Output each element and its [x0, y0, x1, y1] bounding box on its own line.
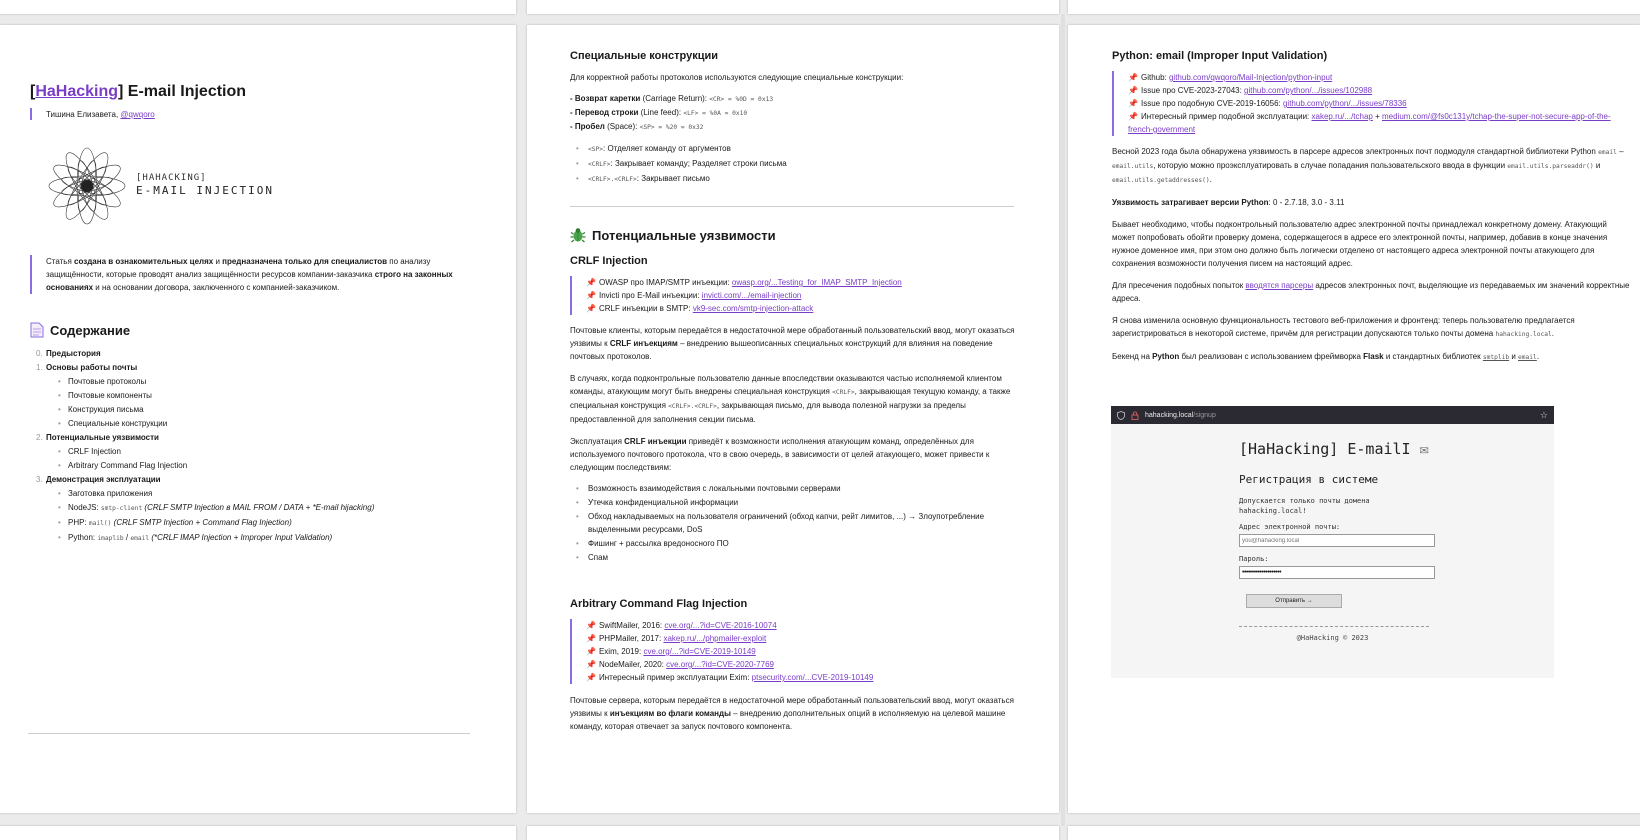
- envelope-icon: ✉: [1419, 440, 1429, 458]
- python-paragraph-5: Бекенд на Python был реализован с использованием фреймворка Flask и стандартных библиотек smtplib и email.: [1112, 352, 1540, 361]
- acfi-refs: [570, 619, 1016, 684]
- lock-icon: [1131, 411, 1139, 420]
- acfi-paragraph: Почтовые сервера, которым передаётся в недостаточной мере обработанный пользовательский ввод, могут оказаться уязвимы к инъекциям во флаги команды – внедрению дополнительных опций в исполняемую на целевой машине команду, которая отвечает за запуск почтового компонента.: [570, 696, 1014, 731]
- toc-subitem[interactable]: • Заготовка приложения: [36, 487, 496, 501]
- special-sp: - Пробел (Space): <SP> = %20 = 0x32: [570, 122, 704, 131]
- url-path[interactable]: /signup: [1193, 411, 1216, 419]
- ref-item: 📌 Issue про подобную CVE-2019-16056: github.com/python/.../issues/78336: [1128, 99, 1407, 108]
- document-page-2: [527, 25, 1059, 813]
- list-item: • Утечка конфиденциальной информации: [570, 496, 1016, 509]
- toc-subitem[interactable]: • PHP: mail() (CRLF SMTP Injection + Command Flag Injection): [36, 516, 496, 531]
- list-item: • Возможность взаимодействия с локальными почтовыми серверами: [570, 482, 1016, 495]
- special-lf: - Перевод строки (Line feed): <LF> = %0A = 0x10: [570, 108, 748, 117]
- toc-subitem[interactable]: • Python: imaplib / email (*CRLF IMAP Injection + Improper Input Validation): [36, 531, 496, 546]
- toc-item[interactable]: 0. Предыстория: [36, 349, 101, 358]
- browser-address-bar: [1111, 406, 1554, 424]
- toc-subitem[interactable]: • Почтовые протоколы: [36, 375, 496, 389]
- ref-link[interactable]: github.com/qwqoro/Mail-Injection/python-input: [1168, 73, 1333, 82]
- bug-icon: [570, 227, 586, 243]
- section-heading-vulns: Потенциальные уязвимости: [592, 227, 776, 243]
- document-icon: [30, 322, 44, 338]
- pushpin-icon: 📌: [586, 673, 596, 682]
- list-item: • Фишинг + рассылка вредоносного ПО: [570, 537, 1016, 550]
- ref-link[interactable]: vk9-sec.com/smtp-injection-attack: [692, 304, 814, 313]
- acfi-heading: Arbitrary Command Flag Injection: [570, 598, 748, 610]
- list-item: • Спам: [570, 551, 1016, 564]
- ref-item: 📌 Exim, 2019: cve.org/...?id=CVE-2019-10149: [586, 647, 756, 656]
- article-title: [HaHacking] E-mail Injection: [30, 83, 247, 100]
- special-list: [570, 142, 1020, 186]
- python-heading: Python: email (Improper Input Validation): [1112, 50, 1328, 62]
- special-intro: Для корректной работы протоколов используются следующие специальные конструкции:: [570, 73, 904, 82]
- pushpin-icon: 📌: [1128, 73, 1138, 82]
- list-item: • <CRLF>.<CRLF>: Закрывает письмо: [570, 172, 1020, 186]
- signup-screenshot: [1111, 406, 1554, 678]
- toc-item[interactable]: 3. Демонстрация эксплуатации: [36, 475, 161, 484]
- password-input[interactable]: ••••••••••••••••••••: [1239, 566, 1435, 579]
- affected-versions: Уязвимость затрагивает версии Python: 0 - 2.7.18, 3.0 - 3.11: [1112, 198, 1345, 207]
- ref-link[interactable]: owasp.org/...Testing_for_IMAP_SMTP_Injection: [731, 278, 902, 287]
- password-label: Пароль:: [1239, 555, 1269, 563]
- ref-link[interactable]: invicti.com/.../email-injection: [701, 291, 802, 300]
- crlf-paragraph-1: Почтовые клиенты, которым передаётся в недостаточной мере обработанный пользовательский ввод, могут оказаться уязвимы к CRLF инъекциям – внедрению вышеописанных специальных конструкций для влияния на поведение почтовых протоколов.: [570, 326, 1015, 361]
- crlf-paragraph-3: Эксплуатация CRLF инъекции приведёт к возможности исполнения атакующим команд, определённых для используемого почтового протокола, что в свою очередь, в зависимости от целей атакующего, может привести к следующим последствиям:: [570, 437, 990, 472]
- toc-subitem[interactable]: • Почтовые компоненты: [36, 389, 496, 403]
- list-item: • <SP>: Отделяет команду от аргументов: [570, 142, 1020, 156]
- pushpin-icon: 📌: [586, 634, 596, 643]
- scrollbar[interactable]: [1061, 14, 1065, 826]
- signup-subtitle: Регистрация в системе: [1239, 473, 1379, 486]
- ref-item: 📌 Интересный пример подобной эксплуатации: xakep.ru/.../tchap + medium.com/@fs0c131y/tchap-the-super-not-secure-app-of-the-french-government: [1128, 112, 1611, 134]
- disclaimer: Статья создана в ознакомительных целях и предназначена только для специалистов по анализу защищённости, которые проводят анализ защищённости ресурсов компании-заказчика строго на законных основаниях и на основании договора, заключенного с компанией-заказчиком.: [46, 257, 453, 292]
- pushpin-icon: 📌: [586, 304, 596, 313]
- python-paragraph-1: Весной 2023 года была обнаружена уязвимость в парсере адресов электронных почт подмодуля стандартной библиотеки Python email – email.utils, которую можно проэксплуатировать в случае попадания пользовательского ввода в функции email.utils.parseaddr() и email.utils.getaddresses().: [1112, 147, 1624, 184]
- ref-link[interactable]: cve.org/...?id=CVE-2020-7769: [666, 660, 774, 669]
- ref-link[interactable]: github.com/python/.../issues/78336: [1282, 99, 1407, 108]
- ref-item: 📌 OWASP про IMAP/SMTP инъекции: owasp.org/...Testing_for_IMAP_SMTP_Injection: [586, 278, 902, 287]
- pushpin-icon: 📌: [586, 291, 596, 300]
- toc-item[interactable]: 1. Основы работы почты: [36, 363, 138, 372]
- document-page-3: [1068, 25, 1640, 813]
- toc-subitem[interactable]: • NodeJS: smtp-client (CRLF SMTP Injection в MAIL FROM / DATA + *E-mail hijacking): [36, 501, 496, 516]
- list-item: • Обход накладываемых на пользователя ограничений (обход капчи, рейт лимитов, ...) → Злоупотребление выделенными ресурсами, DoS: [570, 510, 1016, 536]
- pushpin-icon: 📌: [586, 278, 596, 287]
- smtplib-link[interactable]: smtplib: [1482, 354, 1510, 361]
- star-icon[interactable]: ☆: [1539, 409, 1548, 420]
- divider: [570, 206, 1014, 207]
- ref-item: 📌 CRLF инъекции в SMTP: vk9-sec.com/smtp-injection-attack: [586, 304, 814, 313]
- ref-link[interactable]: xakep.ru/.../tchap: [1311, 112, 1373, 121]
- submit-button[interactable]: Отправить →: [1246, 594, 1342, 608]
- toc-subitem[interactable]: • Arbitrary Command Flag Injection: [36, 459, 496, 473]
- document-page-1: [0, 25, 516, 813]
- email-label: Адрес электронной почты:: [1239, 523, 1341, 531]
- python-paragraph-2: Бывает необходимо, чтобы подконтрольный пользователю адрес электронной почты принадлежал конкретному домену. Атакующий может попробовать обойти проверку домена, содержащегося в адресе его электронной почты, например, добавив в конце значения нужное доменное имя, при этом оно должно быть логически отделено от настоящего адреса электронной почты атакующего для сохранения возможности получения писем на настоящий адрес.: [1112, 220, 1608, 268]
- ref-item: 📌 Интересный пример эксплуатации Exim: ptsecurity.com/...CVE-2019-10149: [586, 673, 874, 682]
- footer-divider: [1239, 626, 1429, 627]
- pushpin-icon: 📌: [1128, 86, 1138, 95]
- python-paragraph-4: Я снова изменила основную функциональность тестового веб-приложения и фронтенд: теперь пользователю предлагается зарегистрироваться в некоторой системе, причём для регистрации допускаются только почты домена hahacking.local.: [1112, 316, 1575, 338]
- crlf-paragraph-2: В случаях, когда подконтрольные пользователю данные впоследствии оказываются частью исполняемой клиентом команды, атакующим могут быть внедрены специальная конструкция <CRLF>, закрывающая текущую команду, а также специальная конструкция <CRLF>.<CRLF>, закрывающая письмо, для вывода полезной нагрузки за пределы предоставленной для заполнения секции письма.: [570, 374, 1011, 424]
- pushpin-icon: 📌: [586, 621, 596, 630]
- pushpin-icon: 📌: [586, 647, 596, 656]
- table-of-contents: [36, 347, 496, 546]
- title-link[interactable]: HaHacking: [35, 83, 119, 100]
- ref-link[interactable]: ptsecurity.com/...CVE-2019-10149: [751, 673, 874, 682]
- ref-item: 📌 PHPMailer, 2017: xakep.ru/.../phpmailer-exploit: [586, 634, 767, 643]
- divider: [28, 733, 470, 734]
- section-heading-special: Специальные конструкции: [570, 50, 719, 62]
- signup-note: Допускается только почты домена hahacking.local!: [1239, 497, 1370, 515]
- ref-item: 📌 SwiftMailer, 2016: cve.org/...?id=CVE-2016-10074: [586, 621, 777, 630]
- toc-subitem[interactable]: • Специальные конструкции: [36, 417, 496, 431]
- ref-item: 📌 Issue про CVE-2023-27043: github.com/python/.../issues/102988: [1128, 86, 1373, 95]
- ref-link[interactable]: medium.com/@fs0c131y/tchap-the-super-not-secure-app-of-the-french-government: [1128, 112, 1611, 134]
- ref-link[interactable]: xakep.ru/.../phpmailer-exploit: [663, 634, 767, 643]
- special-cr: - Возврат каретки (Carriage Return): <CR> = %0D = 0x13: [570, 94, 774, 103]
- ref-item: 📌 Github: github.com/qwqoro/Mail-Injection/python-input: [1128, 73, 1333, 82]
- ref-item: 📌 NodeMailer, 2020: cve.org/...?id=CVE-2020-7769: [586, 660, 774, 669]
- consequences-list: [570, 482, 1016, 564]
- python-refs: [1112, 71, 1632, 136]
- shield-icon: [1117, 411, 1125, 420]
- toc-subitem[interactable]: • CRLF Injection: [36, 445, 496, 459]
- author-line: Тишина Елизавета, @qwqoro: [46, 110, 155, 119]
- ref-item: 📌 Invicti про E-Mail инъекции: invicti.com/.../email-injection: [586, 291, 802, 300]
- author-link[interactable]: @qwqoro: [120, 110, 155, 119]
- ref-link[interactable]: cve.org/...?id=CVE-2019-10149: [643, 647, 756, 656]
- signup-title: [HaHacking] E-mailI ✉: [1239, 440, 1429, 458]
- email-input[interactable]: [1239, 534, 1435, 547]
- toc-heading: Содержание: [50, 322, 131, 338]
- toc-subitem[interactable]: • Конструкция письма: [36, 403, 496, 417]
- toc-item[interactable]: 2. Потенциальные уязвимости: [36, 433, 159, 442]
- pushpin-icon: 📌: [1128, 112, 1138, 121]
- signup-footer: @HaHacking © 2023: [1296, 634, 1369, 642]
- flower-logo-icon: [44, 143, 130, 229]
- article-logo: [44, 143, 334, 229]
- crlf-refs: [570, 276, 1016, 315]
- pushpin-icon: 📌: [586, 660, 596, 669]
- logo-text-2: E-MAIL INJECTION: [136, 184, 274, 197]
- email-link[interactable]: email: [1518, 354, 1537, 361]
- ref-link[interactable]: cve.org/...?id=CVE-2016-10074: [664, 621, 777, 630]
- crlf-heading: CRLF Injection: [570, 255, 648, 267]
- list-item: • <CRLF>: Закрывает команду; Разделяет строки письма: [570, 157, 1020, 171]
- ref-link[interactable]: github.com/python/.../issues/102988: [1244, 86, 1373, 95]
- parsers-link[interactable]: вводятся парсеры: [1245, 281, 1314, 290]
- url-host[interactable]: hahacking.local: [1145, 411, 1194, 419]
- logo-text-1: [HAHACKING]: [136, 173, 207, 183]
- pushpin-icon: 📌: [1128, 99, 1138, 108]
- python-paragraph-3: Для пресечения подобных попыток вводятся парсеры адресов электронных почт, выделяющие из передаваемых им значений корректные адреса.: [1112, 281, 1630, 303]
